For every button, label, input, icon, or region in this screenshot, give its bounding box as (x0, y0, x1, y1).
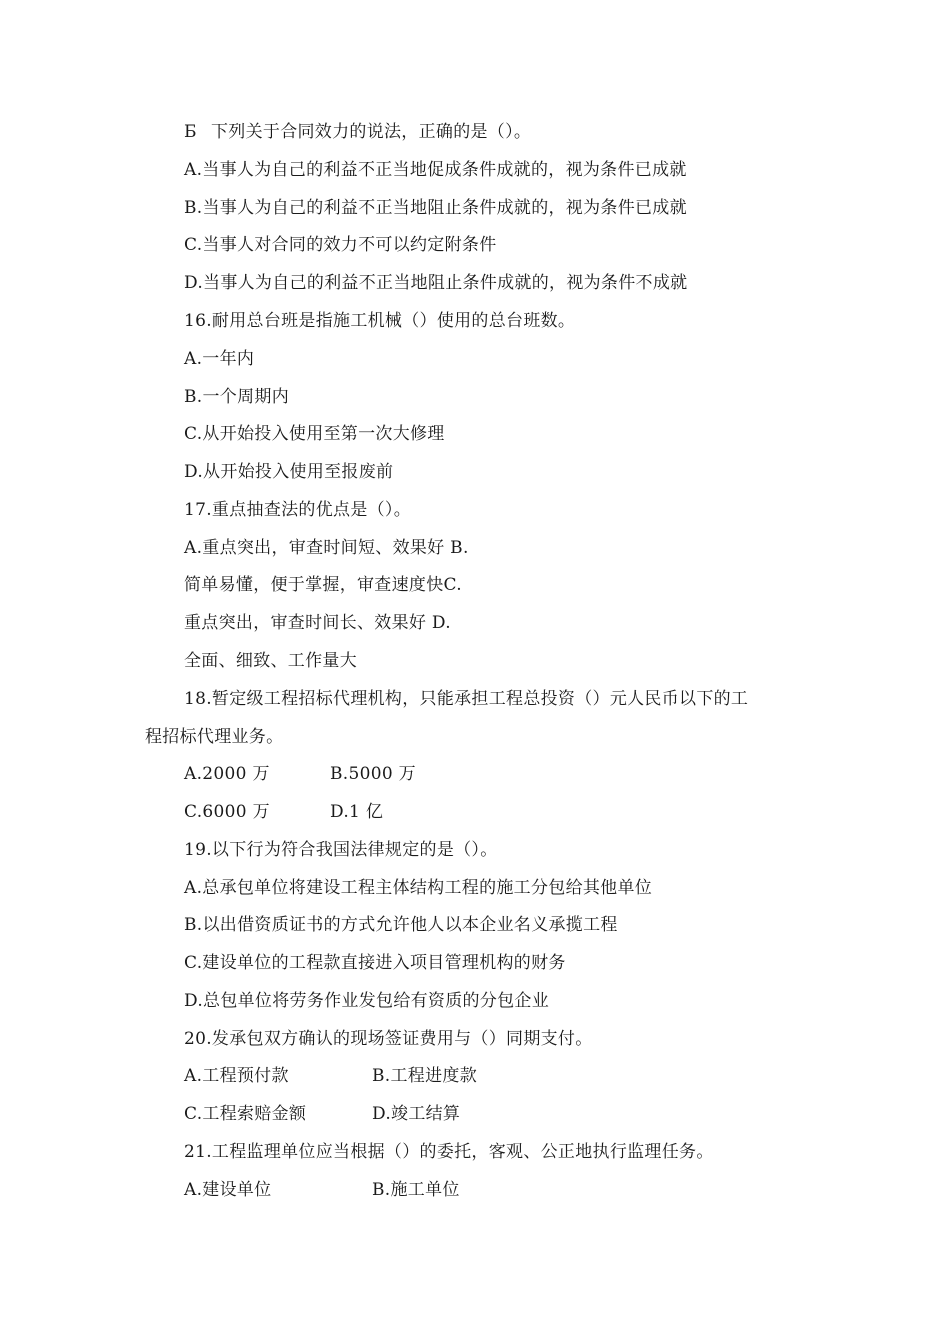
question-18-option-d: D.1 亿 (330, 802, 384, 822)
question-20-option-a: A.工程预付款 (184, 1066, 289, 1086)
question-16-option-b: B.一个周期内 (184, 387, 289, 407)
question-19-option-c: C.建设单位的工程款直接进入项目管理机构的财务 (184, 953, 566, 973)
question-17-line-3: 重点突出，审查时间长、效果好 D. (184, 613, 451, 633)
question-21-stem: 21.工程监理单位应当根据（）的委托，客观、公正地执行监理任务。 (184, 1142, 714, 1162)
question-15-number: Ƃ (184, 122, 197, 142)
question-15-option-c: C.当事人对合同的效力不可以约定附条件 (184, 235, 497, 255)
question-17-line-1: A.重点突出，审查时间短、效果好 B. (184, 538, 469, 558)
question-16-option-d: D.从开始投入使用至报废前 (184, 462, 394, 482)
question-15-stem: 下列关于合同效力的说法，正确的是（）。 (211, 122, 532, 142)
question-18-stem-line-2: 程招标代理业务。 (145, 727, 284, 747)
question-17-stem: 17.重点抽查法的优点是（）。 (184, 500, 412, 520)
question-15-option-a: A.当事人为自己的利益不正当地促成条件成就的，视为条件已成就 (184, 160, 687, 180)
question-20-option-b: B.工程进度款 (372, 1066, 477, 1086)
question-15-option-d: D.当事人为自己的利益不正当地阻止条件成就的，视为条件不成就 (184, 273, 688, 293)
question-19-stem: 19.以下行为符合我国法律规定的是（）。 (184, 840, 498, 860)
question-18-option-c: C.6000 万 (184, 802, 270, 822)
question-16-option-c: C.从开始投入使用至第一次大修理 (184, 424, 445, 444)
question-16-stem: 16.耐用总台班是指施工机械（）使用的总台班数。 (184, 311, 576, 331)
question-18-option-b: B.5000 万 (330, 764, 416, 784)
question-19-option-a: A.总承包单位将建设工程主体结构工程的施工分包给其他单位 (184, 878, 653, 898)
question-21-option-a: A.建设单位 (184, 1180, 272, 1200)
question-16-option-a: A.一年内 (184, 349, 255, 369)
question-20-stem: 20.发承包双方确认的现场签证费用与（）同期支付。 (184, 1029, 593, 1049)
question-18-option-a: A.2000 万 (184, 764, 270, 784)
question-19-option-b: B.以出借资质证书的方式允许他人以本企业名义承揽工程 (184, 915, 618, 935)
question-21-option-b: B.施工单位 (372, 1180, 460, 1200)
question-20-option-c: C.工程索赔金额 (184, 1104, 307, 1124)
question-19-option-d: D.总包单位将劳务作业发包给有资质的分包企业 (184, 991, 550, 1011)
question-20-option-d: D.竣工结算 (372, 1104, 461, 1124)
question-18-stem-line-1: 18.暂定级工程招标代理机构，只能承担工程总投资（）元人民币以下的工 (184, 689, 749, 709)
question-15-option-b: B.当事人为自己的利益不正当地阻止条件成就的，视为条件已成就 (184, 198, 687, 218)
question-17-line-4: 全面、细致、工作量大 (184, 651, 357, 671)
question-17-line-2: 简单易懂，便于掌握，审查速度快C. (184, 575, 462, 595)
